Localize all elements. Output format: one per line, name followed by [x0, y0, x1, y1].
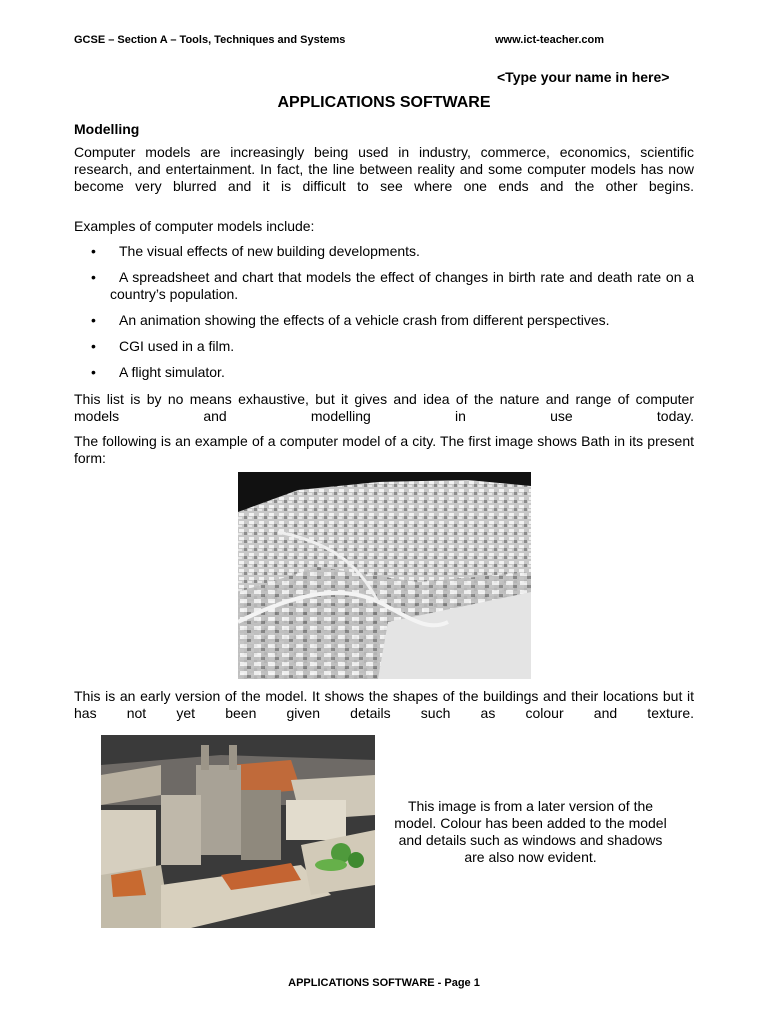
- list-item-text: CGI used in a film.: [119, 338, 235, 354]
- later-model-caption: This image is from a later version of the model. Colour has been added to the model and details such as windows and shadows are also now evident.: [394, 798, 667, 865]
- bullet-icon: •: [91, 312, 96, 328]
- city-model-later-image: [101, 735, 375, 928]
- intro-paragraph: Computer models are increasingly being used in industry, commerce, economics, scientific research, and entertainment. In fact, the line between reality and some computer models has now become very blurred and it is difficult to see where one ends and the other begins.: [74, 144, 694, 194]
- bullet-icon: •: [91, 243, 96, 259]
- list-item: [74, 243, 694, 260]
- bullet-icon: •: [91, 338, 96, 354]
- examples-list: [74, 243, 694, 390]
- list-item: [74, 364, 694, 381]
- list-item: [74, 269, 694, 303]
- examples-intro: Examples of computer models include:: [74, 218, 315, 234]
- list-item-text: An animation showing the effects of a vehicle crash from different perspectives.: [119, 312, 610, 328]
- early-model-description: This is an early version of the model. It shows the shapes of the buildings and their locations but it has not yet been given details such as colour and texture.: [74, 688, 694, 721]
- city-intro: The following is an example of a computer model of a city. The first image shows Bath in its present form:: [74, 433, 694, 466]
- list-item: [74, 338, 694, 355]
- list-item-text: The visual effects of new building developments.: [119, 243, 420, 259]
- section-heading: Modelling: [74, 121, 140, 137]
- list-item-text: A spreadsheet and chart that models the effect of changes in birth rate and death rate on a country’s population.: [110, 269, 694, 302]
- list-item-text: A flight simulator.: [119, 364, 225, 380]
- header-section-title: GCSE – Section A – Tools, Techniques and Systems: [74, 34, 346, 46]
- page-title: APPLICATIONS SOFTWARE: [277, 94, 491, 111]
- list-item: [74, 312, 694, 329]
- city-model-early-image: [238, 472, 531, 679]
- page-footer: APPLICATIONS SOFTWARE - Page 1: [288, 977, 480, 989]
- bullet-icon: •: [91, 269, 96, 285]
- list-comment: This list is by no means exhaustive, but it gives and idea of the nature and range of computer models and modelling in use today.: [74, 391, 694, 424]
- header-website: www.ict-teacher.com: [495, 34, 605, 46]
- name-placeholder[interactable]: <Type your name in here>: [497, 69, 670, 85]
- bullet-icon: •: [91, 364, 96, 380]
